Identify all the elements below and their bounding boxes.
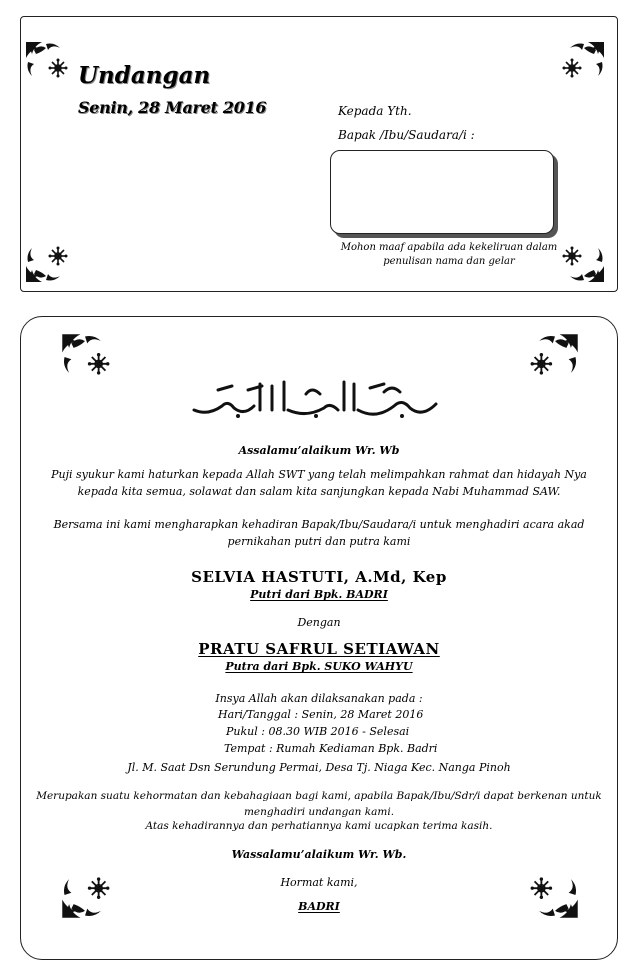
apology-note bbox=[336, 241, 562, 269]
kepada-label: Kepada Yth. bbox=[338, 104, 412, 118]
recipient-label: Bapak /Ibu/Saudara/i : bbox=[338, 128, 475, 142]
closing-salam: Wassalamu’alaikum Wr. Wb. bbox=[231, 848, 407, 861]
paragraph-line: pernikahan putri dan putra kami bbox=[227, 535, 411, 548]
paragraph-line: menghadiri undangan kami. bbox=[243, 806, 395, 818]
apology-line: Mohon maaf apabila ada kekeliruan dalam bbox=[340, 242, 558, 253]
groom-parent bbox=[40, 660, 598, 673]
event-address: Jl. M. Saat Dsn Serundung Permai, Desa Tj. Niaga Kec. Nanga Pinoh bbox=[127, 761, 511, 774]
invitation-paragraph bbox=[40, 516, 598, 550]
envelope-title: Undangan bbox=[78, 62, 211, 89]
paragraph-line: Merupakan suatu kehormatan dan kebahagiaan bagi kami, apabila Bapak/Ibu/Sdr/i dapat berkenan untuk bbox=[36, 790, 602, 802]
regards-label: Hormat kami, bbox=[280, 876, 358, 889]
event-time: Pukul : 08.30 WIB 2016 - Selesai bbox=[226, 725, 410, 738]
paragraph-line: kepada kita semua, solawat dan salam kita sanjungkan kepada Nabi Muhammad SAW. bbox=[77, 485, 561, 498]
bismillah-calligraphy-icon bbox=[188, 376, 442, 420]
event-place: Tempat : Rumah Kediaman Bpk. Badri bbox=[224, 742, 438, 755]
corner-ornament-icon bbox=[530, 332, 580, 382]
closing-paragraph bbox=[34, 788, 604, 820]
bride-name: SELVIA HASTUTI, A.Md, Kep bbox=[191, 568, 447, 586]
apology-line: penulisan nama dan gelar bbox=[383, 256, 515, 267]
groom-name-text: PRATU SAFRUL SETIAWAN bbox=[198, 640, 440, 658]
corner-ornament-icon bbox=[562, 240, 606, 284]
groom-name bbox=[40, 640, 598, 658]
event-intro: Insya Allah akan dilaksanakan pada : bbox=[215, 692, 423, 705]
bride-parent-text: Putri dari Bpk. BADRI bbox=[250, 588, 388, 601]
bride-parent bbox=[40, 588, 598, 601]
paragraph-line: Puji syukur kami haturkan kepada Allah SWT yang telah melimpahkan rahmat dan hidayah Nya bbox=[51, 468, 587, 481]
gratitude-paragraph bbox=[40, 466, 598, 500]
corner-ornament-icon bbox=[24, 240, 68, 284]
groom-parent-text: Putra dari Bpk. SUKO WAHYU bbox=[225, 660, 413, 673]
envelope-date: Senin, 28 Maret 2016 bbox=[78, 98, 267, 117]
corner-ornament-icon bbox=[24, 40, 68, 84]
signature-name bbox=[40, 900, 598, 913]
signature-text: BADRI bbox=[298, 900, 340, 913]
corner-ornament-icon bbox=[562, 40, 606, 84]
paragraph-line: Bersama ini kami mengharapkan kehadiran Bapak/Ibu/Saudara/i untuk menghadiri acara akad bbox=[53, 518, 585, 531]
recipient-name-box bbox=[330, 150, 554, 234]
corner-ornament-icon bbox=[60, 332, 110, 382]
event-date: Hari/Tanggal : Senin, 28 Maret 2016 bbox=[218, 708, 424, 721]
thanks-line: Atas kehadirannya dan perhatiannya kami ucapkan terima kasih. bbox=[145, 820, 493, 832]
opening-salam: Assalamu’alaikum Wr. Wb bbox=[238, 444, 400, 457]
dengan-label: Dengan bbox=[297, 616, 341, 629]
